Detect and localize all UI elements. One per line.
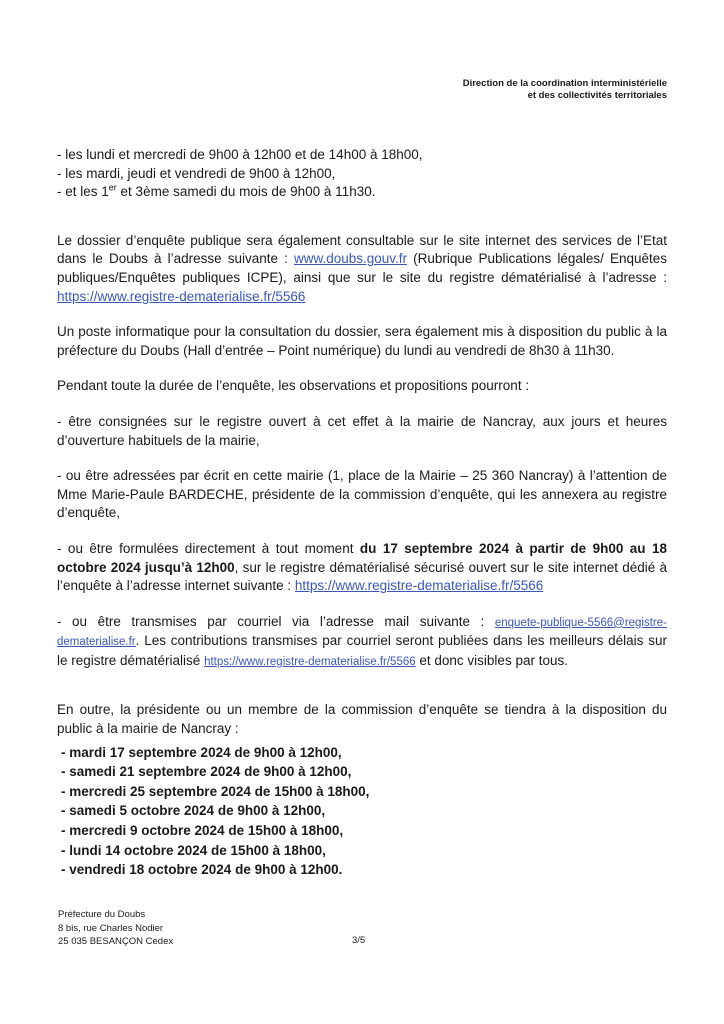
link-registre-courriel[interactable]: https://www.registre-dematerialise.fr/5566 xyxy=(204,655,416,668)
schedule-item: - mardi 17 septembre 2024 de 9h00 à 12h00, xyxy=(61,744,342,760)
link-registre-dematerialise[interactable]: https://www.registre-dematerialise.fr/5566 xyxy=(57,288,306,304)
item-adresse-ecrit: - ou être adressées par écrit en cette mairie (1, place de la Mairie – 25 360 Nancray) à l’attention de Mme Marie-Paule BARDECHE, présidente de la commission d’enquête, qui les annexera au registre d’enquête, xyxy=(57,468,667,521)
permanence-schedule xyxy=(61,743,667,880)
page-footer xyxy=(58,908,173,949)
schedule-item: - vendredi 18 octobre 2024 de 9h00 à 12h00. xyxy=(61,862,343,878)
footer-line-1: Préfecture du Doubs xyxy=(58,909,146,920)
footer-line-2: 8 bis, rue Charles Nodier xyxy=(58,922,164,934)
link-doubs-gouv[interactable]: www.doubs.gouv.fr xyxy=(293,251,408,267)
paragraph-poste-informatique: Un poste informatique pour la consultation du dossier, sera également mis à disposition du public à la préfecture du Doubs (Hall d’entrée – Point numérique) du lundi au vendredi de 8h30 à 11h30. xyxy=(57,324,667,358)
item-courriel: - ou être transmises par courriel via l’adresse mail suivante : enquete-publique-5566@registre-dematerialise.fr. Les contributions transmises par courriel seront publiées dans les meilleurs délais sur le registre dématérialisé https://www.registre-dematerialise.fr/5566 et donc visibles par tous. xyxy=(57,613,667,668)
paragraph-online-dossier: Le dossier d’enquête publique sera également consultable sur le site internet des services de l’Etat dans le Doubs à l’adresse suivante : www.doubs.gouv.fr (Rubrique Publications légales/ Enquêtes publiques/Enquêtes publiques ICPE), ainsi que sur le site du registre dématérialisé à l’adresse : https://www.registre-dematerialise.fr/5566 xyxy=(57,232,667,304)
paragraph-permanences: En outre, la présidente ou un membre de la commission d’enquête se tiendra à la disposition du public à la mairie de Nancray : xyxy=(57,702,667,737)
document-body xyxy=(57,146,667,880)
schedule-item: - lundi 14 octobre 2024 de 15h00 à 18h00, xyxy=(61,842,326,858)
paragraph-pendant: Pendant toute la durée de l’enquête, les observations et propositions pourront : xyxy=(57,378,530,394)
schedule-item: - mercredi 9 octobre 2024 de 15h00 à 18h00, xyxy=(61,823,344,839)
footer-line-3: 25 035 BESANÇON Cedex xyxy=(58,936,174,947)
item-registre-mairie: - être consignées sur le registre ouvert à cet effet à la mairie de Nancray, aux jours et heures d’ouverture habituels de la mairie, xyxy=(57,413,667,448)
page-number: 3/5 xyxy=(352,935,366,946)
page-header xyxy=(463,78,667,102)
hours-line-2: - les mardi, jeudi et vendredi de 9h00 à 12h00, xyxy=(57,165,336,181)
schedule-item: - samedi 5 octobre 2024 de 9h00 à 12h00, xyxy=(61,803,326,819)
enquete-dates: du 17 septembre 2024 à partir de 9h00 au 18 octobre 2024 jusqu’à 12h00 xyxy=(57,540,667,575)
schedule-item: - samedi 21 septembre 2024 de 9h00 à 12h00, xyxy=(61,764,352,780)
header-line-2: et des collectivités territoriales xyxy=(527,90,667,101)
hours-line-3: - et les 1er et 3ème samedi du mois de 9h00 à 11h30. xyxy=(57,182,376,200)
email-link[interactable]: enquete-publique-5566@registre-dematerialise.fr xyxy=(57,616,667,649)
schedule-item: - mercredi 25 septembre 2024 de 15h00 à 18h00, xyxy=(61,783,370,799)
item-registre-dematerialise: - ou être formulées directement à tout moment du 17 septembre 2024 à partir de 9h00 au 18 octobre 2024 jusqu’à 12h00, sur le registre dématérialisé sécurisé ouvert sur le site internet dédié à l’enquête à l’adresse internet suivante : https://www.registre-dematerialise.fr/5566 xyxy=(57,540,667,594)
opening-hours xyxy=(57,146,667,202)
header-line-1: Direction de la coordination interministérielle xyxy=(462,78,667,89)
hours-line-1: - les lundi et mercredi de 9h00 à 12h00 et de 14h00 à 18h00, xyxy=(57,147,423,162)
link-registre-enquete[interactable]: https://www.registre-dematerialise.fr/5566 xyxy=(294,578,544,594)
